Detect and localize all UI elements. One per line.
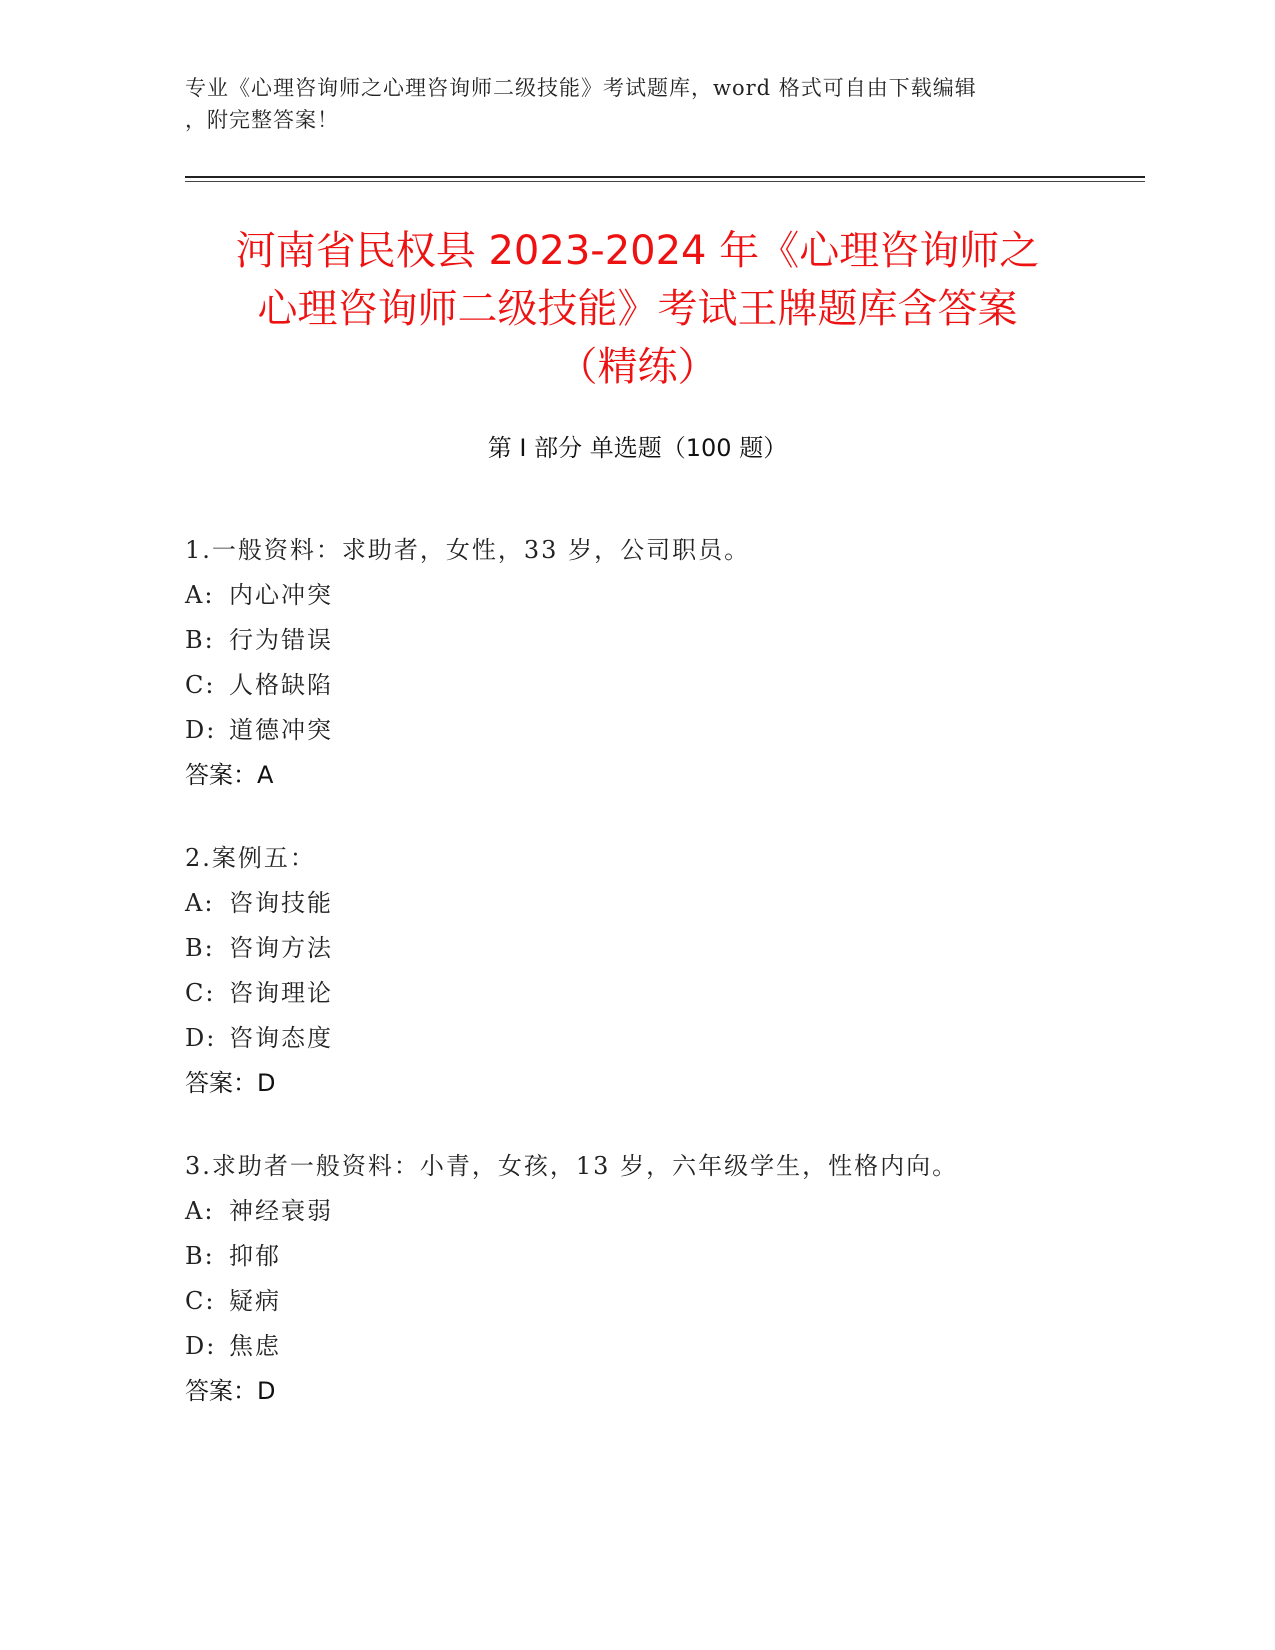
option-text: 疑病	[229, 1287, 281, 1315]
header-rule-thick	[185, 176, 1145, 178]
question-list	[185, 528, 1145, 1452]
option-text: 咨询态度	[229, 1024, 333, 1052]
question-2	[185, 836, 1145, 1106]
answer: 答案：D	[185, 1069, 276, 1097]
option-text: 人格缺陷	[229, 671, 333, 699]
option-text: 焦虑	[229, 1332, 281, 1360]
option-letter: A:	[185, 1197, 215, 1225]
option-letter: C:	[185, 671, 216, 699]
answer: 答案：A	[185, 761, 274, 789]
option-text: 神经衰弱	[229, 1197, 333, 1225]
option-c	[185, 971, 1145, 1016]
option-c	[185, 1279, 1145, 1324]
option-letter: D:	[185, 1024, 217, 1052]
option-letter: B:	[185, 1242, 215, 1270]
option-letter: A:	[185, 581, 215, 609]
option-b	[185, 926, 1145, 971]
option-text: 咨询理论	[229, 979, 333, 1007]
option-letter: C:	[185, 979, 216, 1007]
option-text: 咨询技能	[229, 889, 333, 917]
option-text: 行为错误	[229, 626, 333, 654]
question-3	[185, 1144, 1145, 1414]
document-title-line-1: 河南省民权县 2023-2024 年《心理咨询师之	[235, 228, 1040, 274]
option-letter: A:	[185, 889, 215, 917]
option-a	[185, 881, 1145, 926]
option-c	[185, 663, 1145, 708]
question-1	[185, 528, 1145, 798]
option-a	[185, 573, 1145, 618]
option-b	[185, 1234, 1145, 1279]
option-text: 咨询方法	[229, 934, 333, 962]
option-letter: D:	[185, 1332, 217, 1360]
question-stem: 3.求助者一般资料：小青，女孩，13 岁，六年级学生，性格内向。	[185, 1152, 959, 1180]
option-letter: B:	[185, 934, 215, 962]
option-text: 内心冲突	[229, 581, 333, 609]
document-title-line-3: （精练）	[557, 344, 718, 390]
option-letter: C:	[185, 1287, 216, 1315]
option-d	[185, 708, 1145, 753]
option-text: 道德冲突	[229, 716, 333, 744]
option-b	[185, 618, 1145, 663]
header-note-line-1: 专业《心理咨询师之心理咨询师二级技能》考试题库，word 格式可自由下载编辑	[185, 76, 977, 100]
header-note	[185, 72, 1065, 136]
option-letter: B:	[185, 626, 215, 654]
option-letter: D:	[185, 716, 217, 744]
header-rule-thin	[185, 181, 1145, 182]
document-title-line-2: 心理咨询师二级技能》考试王牌题库含答案	[257, 286, 1018, 332]
option-a	[185, 1189, 1145, 1234]
question-stem: 1.一般资料：求助者，女性，33 岁，公司职员。	[185, 536, 751, 564]
header-note-line-2: ，附完整答案！	[185, 108, 339, 132]
question-stem: 2.案例五：	[185, 844, 316, 872]
option-d	[185, 1324, 1145, 1369]
section-title: 第 I 部分 单选题（100 题）	[487, 434, 788, 462]
document-title	[150, 222, 1125, 396]
answer: 答案：D	[185, 1377, 276, 1405]
option-d	[185, 1016, 1145, 1061]
option-text: 抑郁	[229, 1242, 281, 1270]
